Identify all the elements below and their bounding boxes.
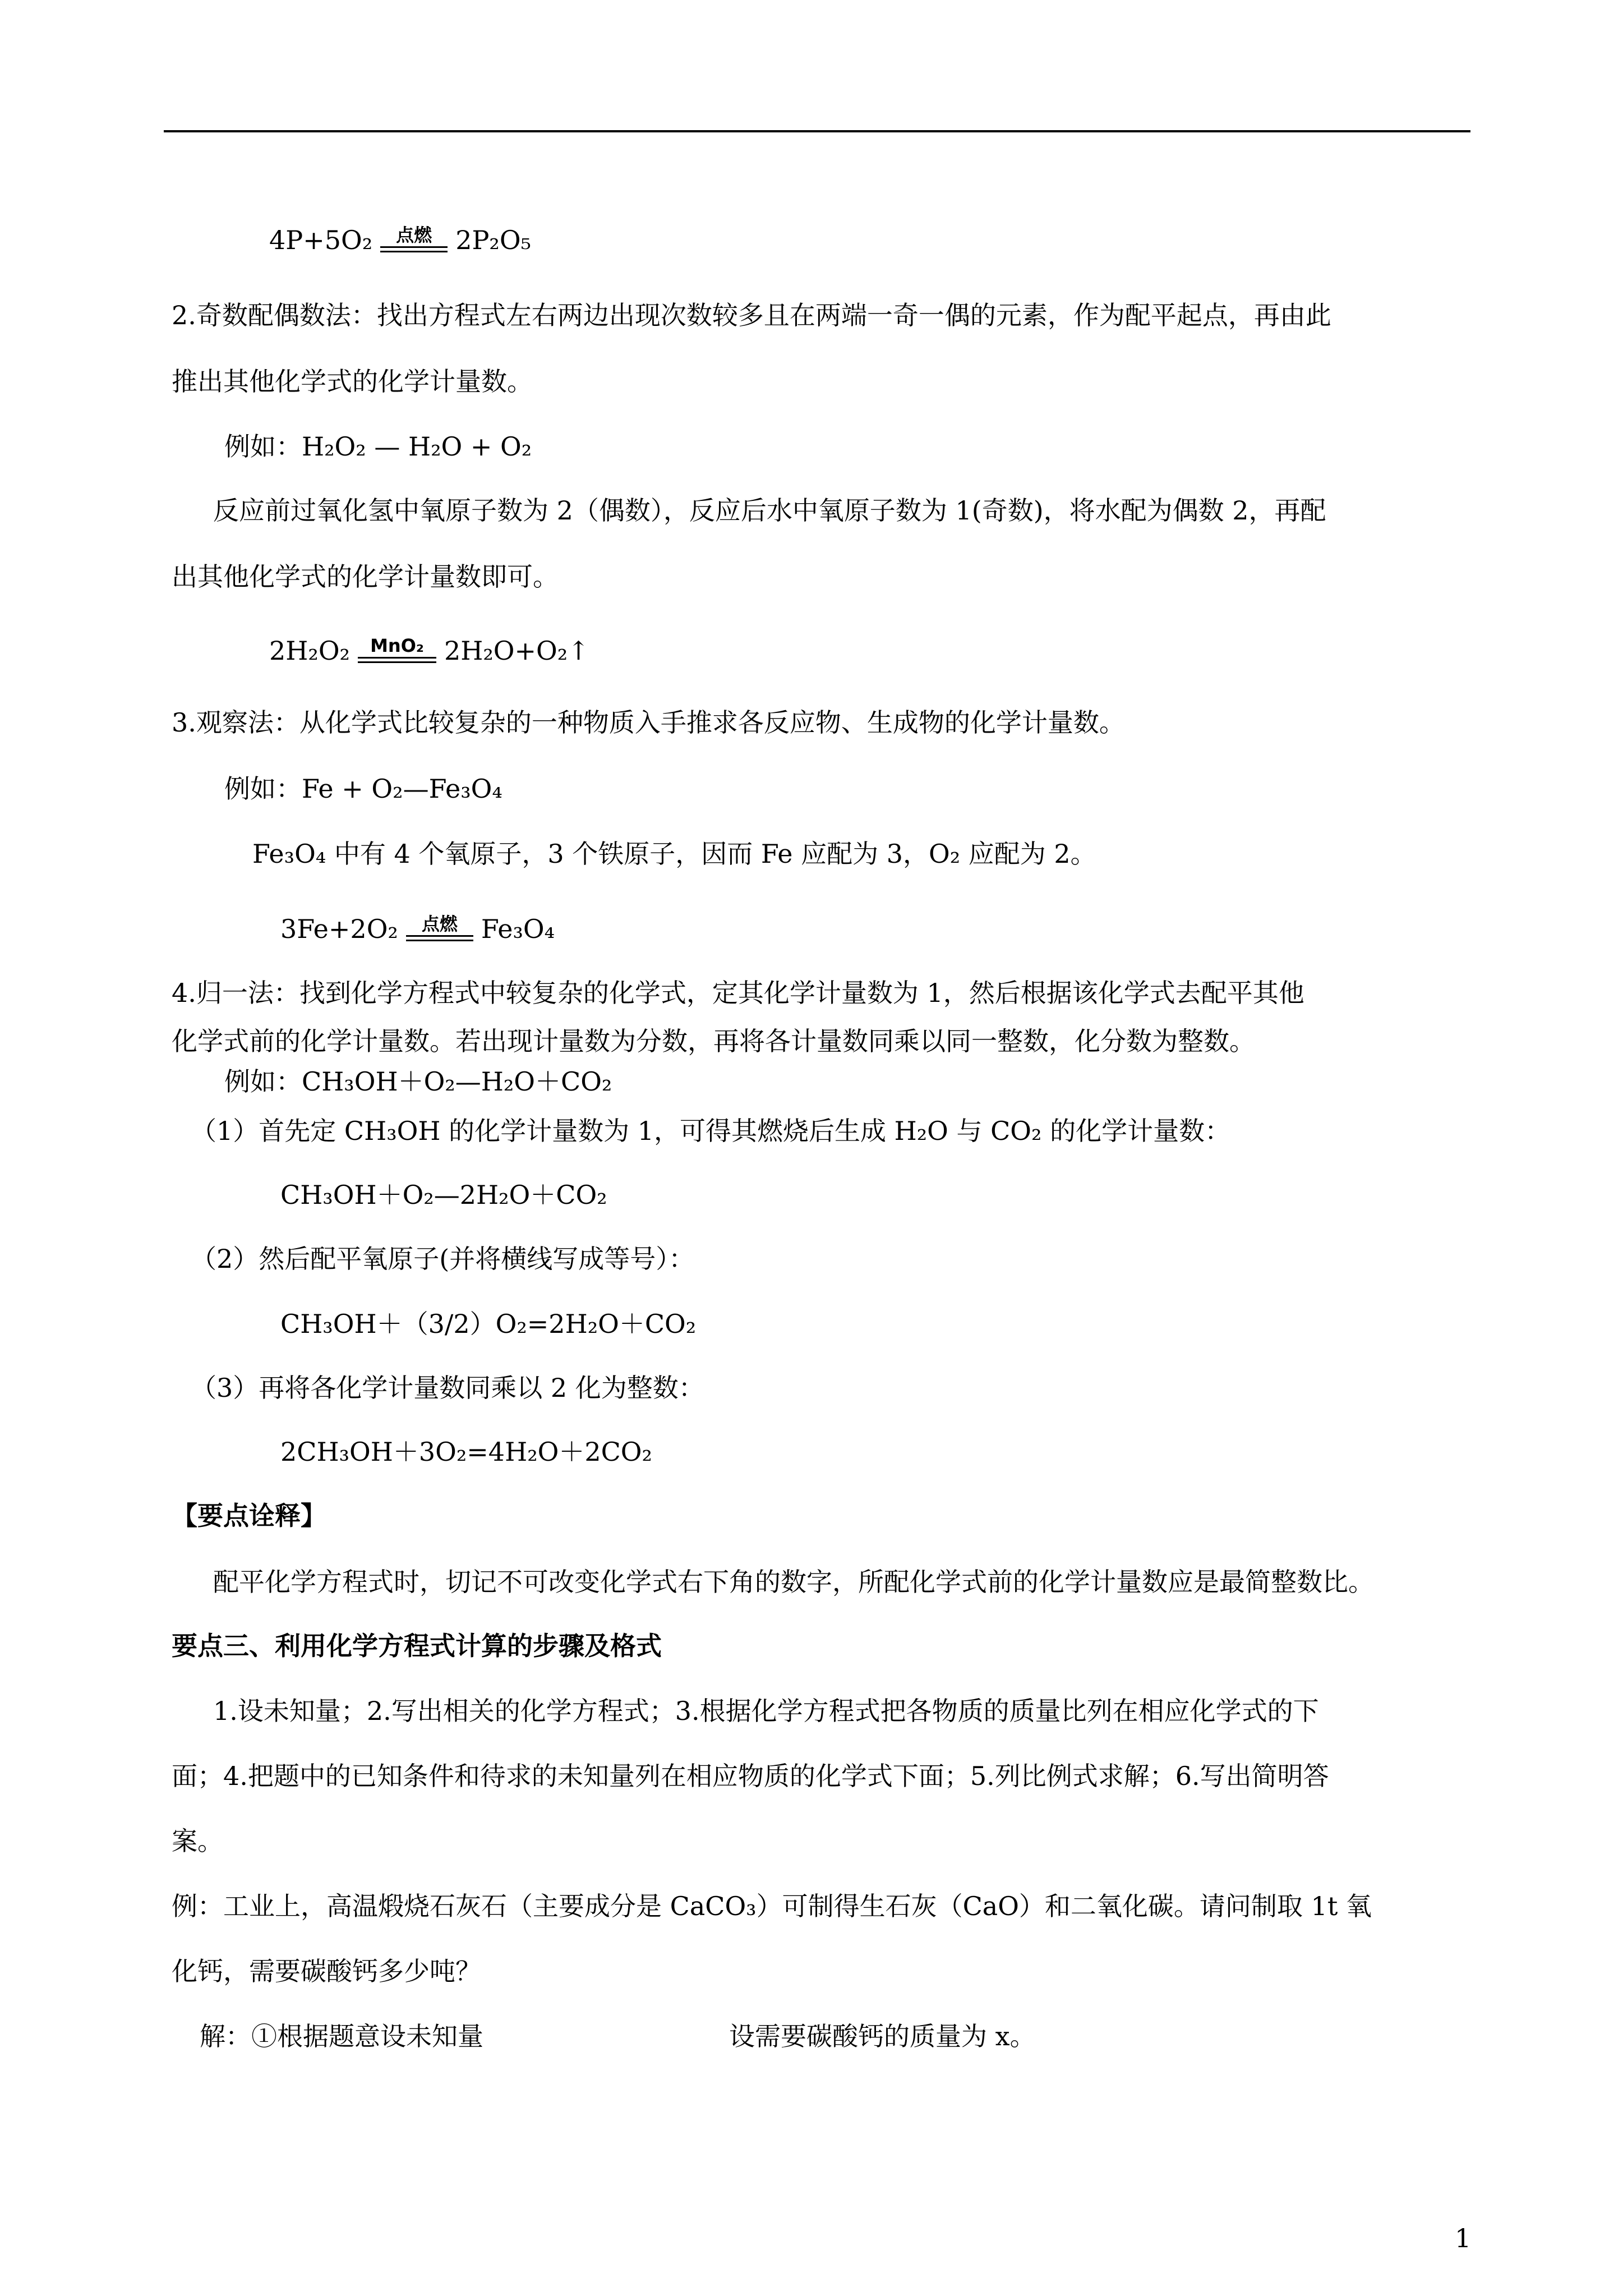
equation-right: Fe₃O₄ [481,914,555,944]
calc-steps-line-3: 案。 [172,1826,223,1856]
method-3-title: 3.观察法：从化学式比较复杂的一种物质入手推求各反应物、生成物的化学计量数。 [172,707,1125,738]
solution-step-label: 解：①根据题意设未知量 [200,2021,483,2051]
method-2-explain-cont: 出其他化学式的化学计量数即可。 [172,562,559,592]
method-4-step-2-equation: CH₃OH＋（3/2）O₂=2H₂O＋CO₂ [280,1309,697,1339]
reaction-condition: 点燃 [380,226,448,252]
example-question-line-1: 例：工业上，高温煅烧石灰石（主要成分是 CaCO₃）可制得生石灰（CaO）和二氧化碳。请问制取 1t 氧 [172,1891,1372,1921]
calc-steps-line-1: 1.设未知量；2.写出相关的化学方程式；3.根据化学方程式把各物质的质量比列在相应化学式的下 [213,1696,1319,1726]
solution-step-value: 设需要碳酸钙的质量为 x。 [729,2021,1036,2051]
method-2-explain: 反应前过氧化氢中氧原子数为 2（偶数），反应后水中氧原子数为 1(奇数)，将水配为偶数 2，再配 [213,495,1326,526]
equation-left: 2H₂O₂ [269,636,350,666]
method-4-step-1: （1）首先定 CH₃OH 的化学计量数为 1，可得其燃烧后生成 H₂O 与 CO₂ 的化学计量数： [191,1116,1231,1146]
equation-phosphorus [269,223,531,257]
method-4-step-3-equation: 2CH₃OH＋3O₂=4H₂O＋2CO₂ [280,1437,652,1467]
header-rule [164,130,1470,132]
equation-peroxide [269,634,589,668]
method-2-example: 例如：H₂O₂ — H₂O + O₂ [224,431,532,462]
page-number: 1 [1455,2223,1472,2253]
method-3-example: 例如：Fe + O₂—Fe₃O₄ [224,774,502,804]
equation-left: 4P+5O₂ [269,225,373,255]
note-heading: 【要点诠释】 [172,1501,326,1531]
method-4-title: 4.归一法：找到化学方程式中较复杂的化学式，定其化学计量数为 1，然后根据该化学式去配平其他 [172,978,1304,1008]
section-3-heading: 要点三、利用化学方程式计算的步骤及格式 [172,1631,662,1661]
equation-left: 3Fe+2O₂ [280,914,398,944]
method-4-example: 例如：CH₃OH＋O₂—H₂O＋CO₂ [224,1066,612,1097]
reaction-condition: MnO₂ [358,636,436,663]
example-question-line-2: 化钙，需要碳酸钙多少吨？ [172,1956,481,1986]
calc-steps-line-2: 面；4.把题中的已知条件和待求的未知量列在相应物质的化学式下面；5.列比例式求解；6.写出简明答 [172,1761,1329,1791]
reaction-condition: 点燃 [406,914,473,941]
method-4-title-cont: 化学式前的化学计量数。若出现计量数为分数，再将各计量数同乘以同一整数，化分数为整数。 [172,1026,1255,1056]
method-4-step-1-equation: CH₃OH＋O₂—2H₂O＋CO₂ [280,1180,607,1210]
equation-iron [280,912,555,946]
method-3-explain: Fe₃O₄ 中有 4 个氧原子，3 个铁原子，因而 Fe 应配为 3，O₂ 应配为 2。 [252,839,1096,869]
method-4-step-2: （2）然后配平氧原子(并将横线写成等号）： [191,1244,695,1274]
equation-right: 2P₂O₅ [455,225,531,255]
note-text: 配平化学方程式时，切记不可改变化学式右下角的数字，所配化学式前的化学计量数应是最简整数比。 [213,1567,1374,1597]
equation-right: 2H₂O+O₂↑ [444,636,589,666]
method-4-step-3: （3）再将各化学计量数同乘以 2 化为整数： [191,1373,704,1403]
method-2-title: 2.奇数配偶数法：找出方程式左右两边出现次数较多且在两端一奇一偶的元素，作为配平起点，再由此 [172,300,1331,330]
method-2-title-cont: 推出其他化学式的化学计量数。 [172,366,533,397]
